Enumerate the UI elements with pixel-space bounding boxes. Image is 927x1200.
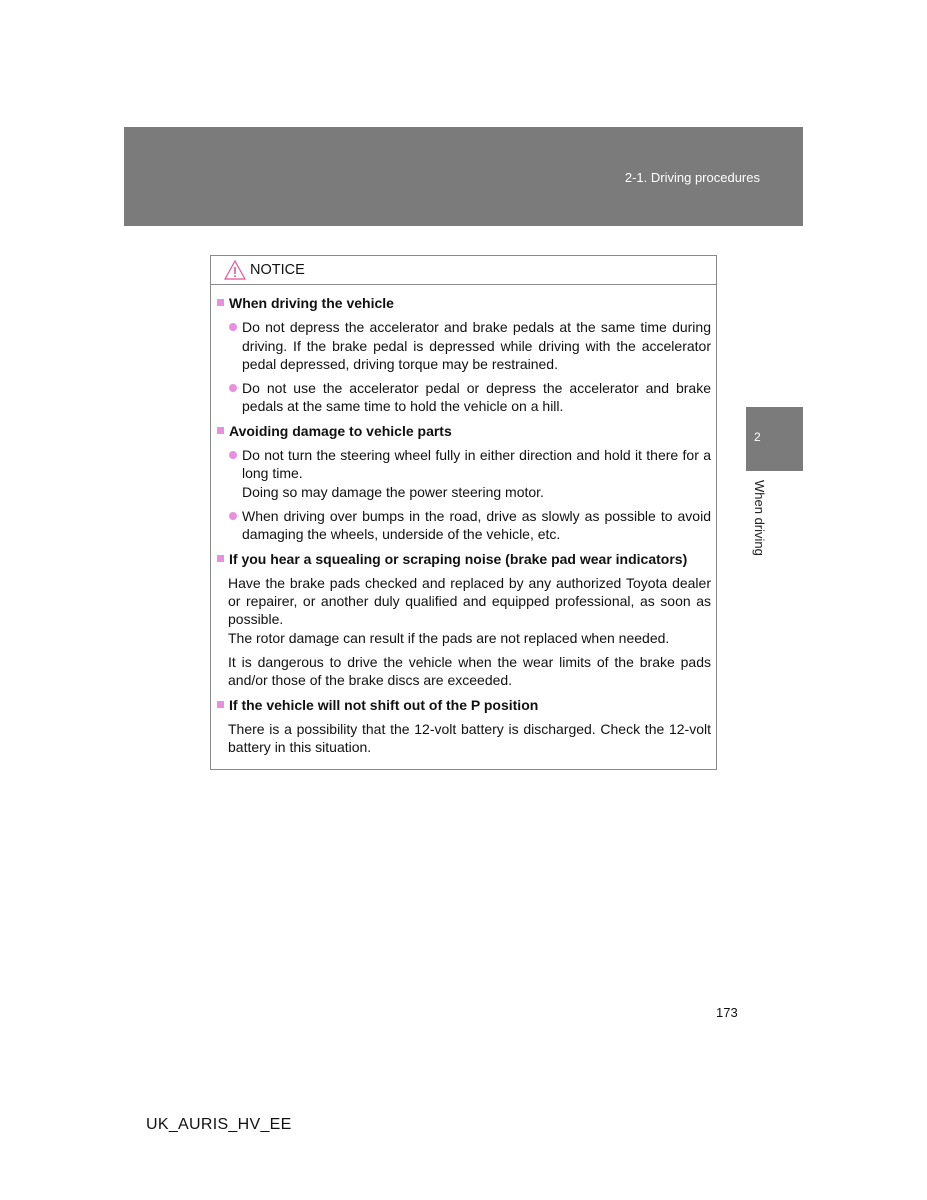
section-heading: Avoiding damage to vehicle parts [216,422,711,440]
warning-triangle-icon [224,260,246,280]
section-heading: When driving the vehicle [216,294,711,312]
list-item: When driving over bumps in the road, drive as slowly as possible to avoid damaging the wheels, underside of the vehicle, etc. [229,507,711,544]
header-bar [124,127,803,226]
paragraph: It is dangerous to drive the vehicle when the wear limits of the brake pads and/or those of the brake discs are exceeded. [228,654,711,689]
square-bullet-icon [217,299,224,306]
list-item: Do not use the accelerator pedal or depress the accelerator and brake pedals at the same time to hold the vehicle on a hill. [229,379,711,416]
paragraph: There is a possibility that the 12-volt battery is discharged. Check the 12-volt battery in this situation. [228,720,711,756]
paragraph: Have the brake pads checked and replaced by any authorized Toyota dealer or repairer, or another duly qualified and equipped professional, as soon as possible. The rotor damage can result if the pads are not replaced when needed. [228,574,711,646]
chapter-number: 2 [754,430,761,444]
page-number: 173 [716,1005,738,1020]
square-bullet-icon [217,427,224,434]
notice-box [210,255,717,770]
section-title-header: 2-1. Driving procedures [624,170,760,185]
chapter-tab [746,407,803,471]
circle-bullet-icon [229,323,237,331]
section-heading: If the vehicle will not shift out of the P position [216,696,711,714]
circle-bullet-icon [229,512,237,520]
chapter-label: When driving [752,480,767,556]
circle-bullet-icon [229,451,237,459]
notice-heading: NOTICE [250,262,305,278]
list-item: Do not turn the steering wheel fully in either direction and hold it there for a long time. Doing so may damage the power steering motor. [229,446,711,501]
list-item: Do not depress the accelerator and brake pedals at the same time during driving. If the brake pedal is depressed while driving with the accelerator pedal depressed, driving torque may be restrained. [229,318,711,373]
section-heading: If you hear a squealing or scraping noise (brake pad wear indicators) [216,550,711,568]
footer-code: UK_AURIS_HV_EE [146,1116,292,1133]
square-bullet-icon [217,555,224,562]
square-bullet-icon [217,701,224,708]
notice-body [211,285,716,757]
notice-header [211,256,716,285]
circle-bullet-icon [229,384,237,392]
